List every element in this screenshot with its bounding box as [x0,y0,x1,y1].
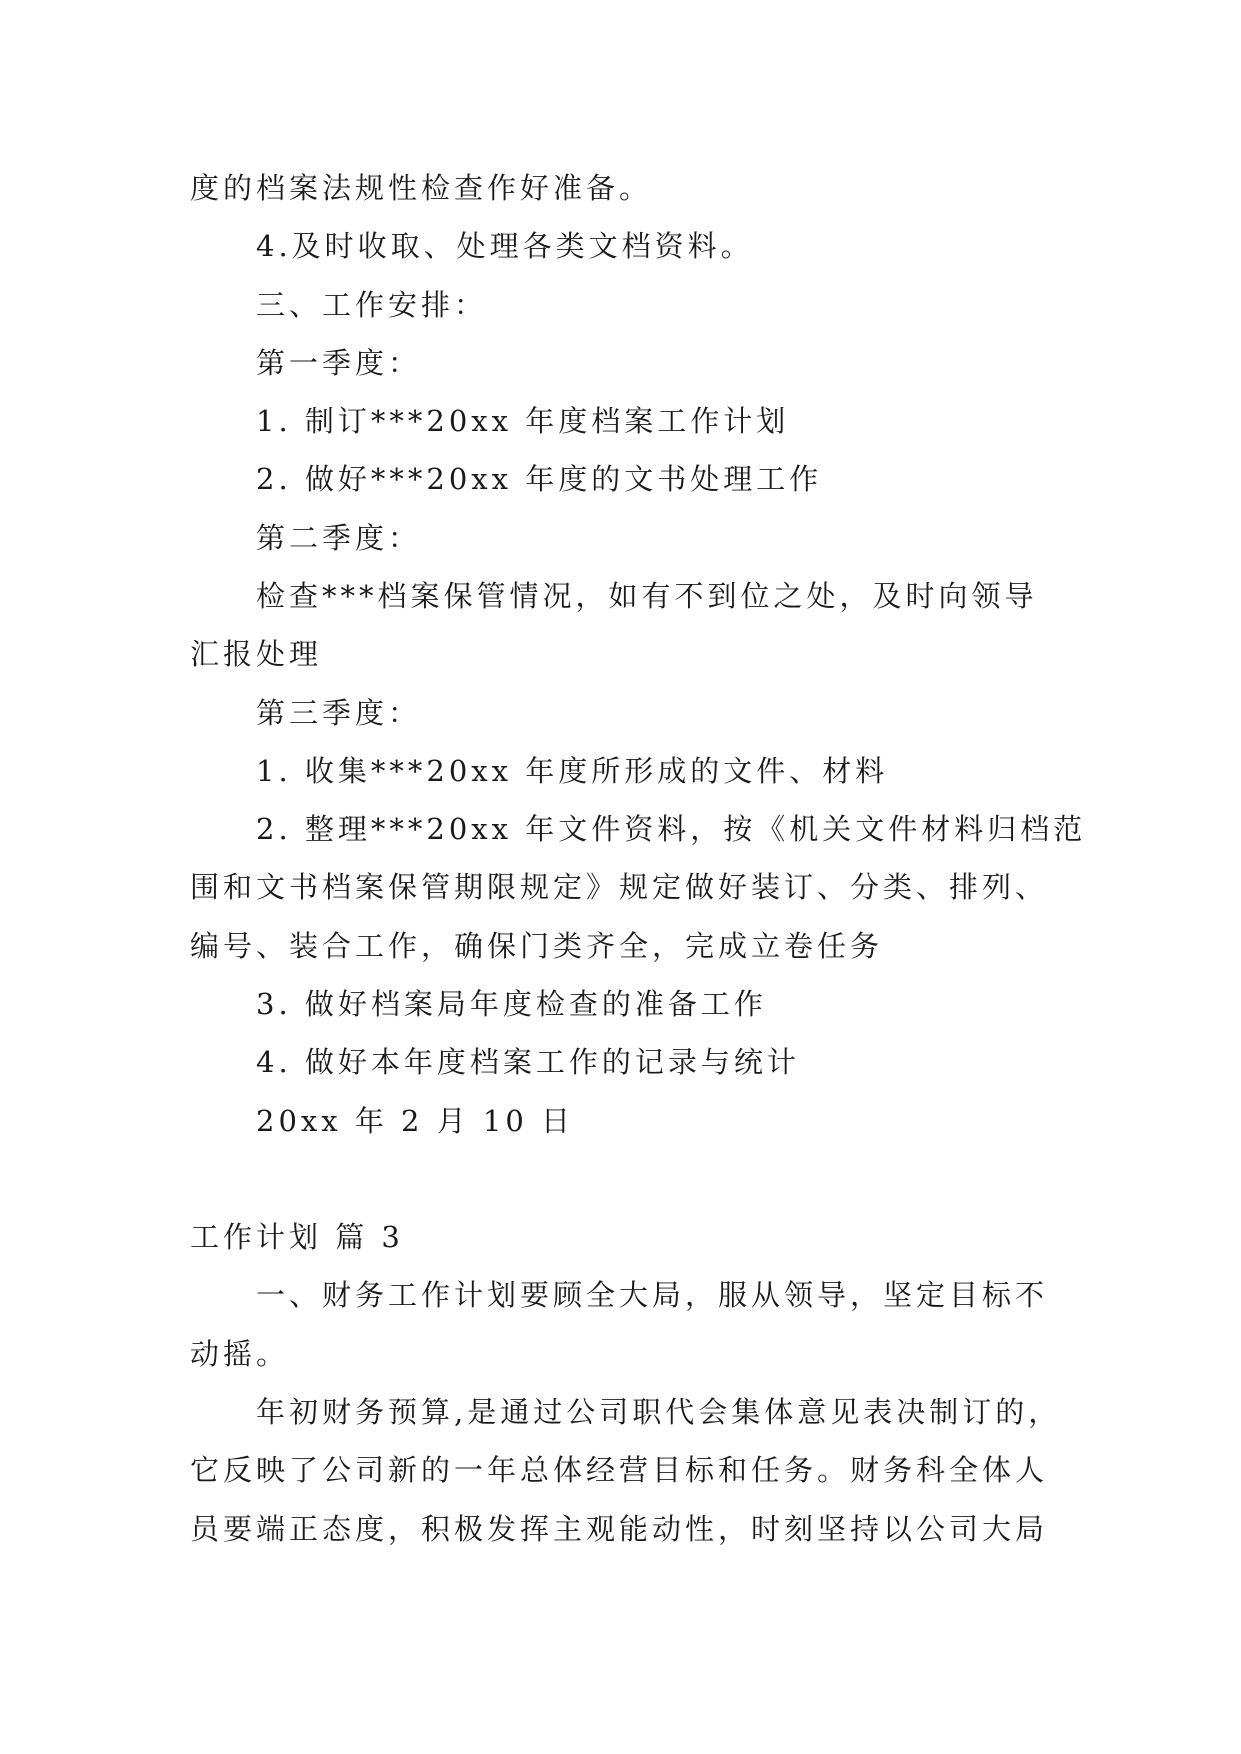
list-item: 1. 收集***20xx 年度所形成的文件、材料 [256,754,889,788]
paragraph-line: 检查***档案保管情况，如有不到位之处，及时向领导 [256,579,1038,613]
list-item: 3. 做好档案局年度检查的准备工作 [256,987,767,1021]
quarter-title: 第三季度： [256,696,422,730]
paragraph-continuation: 度的档案法规性检查作好准备。 [190,171,653,205]
paragraph-line: 年初财务预算,是通过公司职代会集体意见表决制订的， [256,1395,1062,1429]
paragraph-line: 它反映了公司新的一年总体经营目标和任务。财务科全体人 [190,1453,1049,1487]
quarter-title: 第一季度： [256,346,422,380]
list-item: 1. 制订***20xx 年度档案工作计划 [256,404,790,438]
document-date: 20xx 年 2 月 10 日 [256,1104,575,1138]
list-item: 2. 做好***20xx 年度的文书处理工作 [256,462,823,496]
paragraph-line: 动摇。 [190,1337,290,1371]
section-heading: 三、工作安排： [256,288,488,322]
list-item: 4. 做好本年度档案工作的记录与统计 [256,1045,800,1079]
list-item-continuation: 围和文书档案保管期限规定》规定做好装订、分类、排列、 [190,870,1049,904]
paragraph-line: 一、财务工作计划要顾全大局，服从领导，坚定目标不 [256,1278,1049,1312]
paragraph-line: 汇报处理 [190,637,323,671]
quarter-title: 第二季度： [256,521,422,555]
section-title: 工作计划 篇 3 [190,1220,404,1254]
list-item: 4.及时收取、处理各类文档资料。 [256,229,754,263]
list-item: 2. 整理***20xx 年文件资料，按《机关文件材料归档范 [256,812,1087,846]
list-item-continuation: 编号、装合工作，确保门类齐全，完成立卷任务 [190,929,884,963]
paragraph-line: 员要端正态度，积极发挥主观能动性，时刻坚持以公司大局 [190,1512,1049,1546]
